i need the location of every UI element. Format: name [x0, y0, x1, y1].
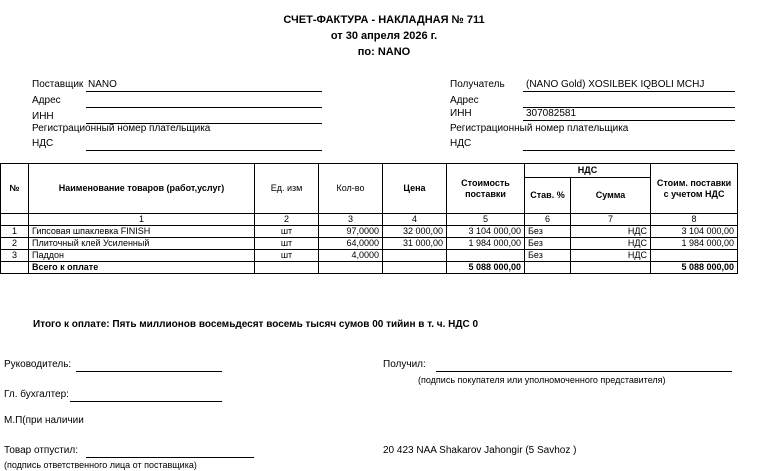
row-name: Плиточный клей Усиленный — [29, 238, 255, 250]
row-cost: 1 984 000,00 — [447, 238, 525, 250]
released-line — [86, 457, 254, 458]
header-price: Цена — [383, 164, 447, 214]
supplier-vat-label: НДС — [32, 138, 54, 149]
supplier-inn-label: ИНН — [32, 111, 54, 122]
supplier-label: Поставщик — [32, 79, 84, 90]
row-num: 3 — [1, 250, 29, 262]
recipient-inn-value: 307082581 — [526, 108, 577, 119]
row-vat-sum: НДС — [571, 238, 651, 250]
recipient-value: (NANO Gold) XOSILBEK IQBOLI MCHJ — [526, 79, 705, 90]
table-row — [1, 250, 738, 262]
document-basis: по: NANO — [357, 46, 411, 58]
row-vat-rate: Без — [525, 238, 571, 250]
recipient-line — [523, 91, 735, 92]
row-vat-rate: Без — [525, 250, 571, 262]
accountant-line — [70, 401, 222, 402]
recipient-inn-line — [523, 120, 735, 121]
col-number: 2 — [255, 214, 319, 226]
total-blank — [571, 262, 651, 274]
col-number: 8 — [651, 214, 738, 226]
driver-info: 20 423 NAA Shakarov Jahongir (5 Savhoz ) — [383, 445, 577, 456]
row-qty: 4,0000 — [319, 250, 383, 262]
total-blank — [319, 262, 383, 274]
total-blank — [1, 262, 29, 274]
header-cost: Стоимость поставки — [447, 164, 525, 214]
row-unit: шт — [255, 226, 319, 238]
amount-in-words: Итого к оплате: Пять миллионов восемьдесят восемь тысяч сумов 00 тийин в т. ч. НДС 0 — [33, 319, 479, 330]
total-label: Всего к оплате — [29, 262, 255, 274]
header-unit: Ед. изм — [255, 164, 319, 214]
supplier-vat-line — [86, 150, 322, 151]
header-num: № — [1, 164, 29, 214]
col-number: 6 — [525, 214, 571, 226]
header-vat: НДС — [525, 164, 651, 178]
header-name: Наименование товаров (работ,услуг) — [29, 164, 255, 214]
director-label: Руководитель: — [4, 359, 72, 370]
recipient-vat-line — [523, 150, 735, 151]
row-vat-rate: Без — [525, 226, 571, 238]
total-row — [1, 262, 738, 274]
col-number: 4 — [383, 214, 447, 226]
total-cost: 5 088 000,00 — [447, 262, 525, 274]
recipient-reg-label: Регистрационный номер плательщика — [450, 123, 629, 134]
header-vat-rate: Став. % — [525, 178, 571, 214]
row-price: 31 000,00 — [383, 238, 447, 250]
row-cost — [447, 250, 525, 262]
header-qty: Кол-во — [319, 164, 383, 214]
table-row — [1, 238, 738, 250]
row-qty: 97,0000 — [319, 226, 383, 238]
supplier-address-label: Адрес — [32, 95, 61, 106]
director-line — [76, 371, 222, 372]
row-unit: шт — [255, 238, 319, 250]
recipient-inn-label: ИНН — [450, 108, 472, 119]
row-name: Паддон — [29, 250, 255, 262]
row-price: 32 000,00 — [383, 226, 447, 238]
col-number: 3 — [319, 214, 383, 226]
header-total: Стоим. поставки с учетом НДС — [651, 164, 738, 214]
total-blank — [383, 262, 447, 274]
row-cost: 3 104 000,00 — [447, 226, 525, 238]
document-title: СЧЕТ-ФАКТУРА - НАКЛАДНАЯ № 711 — [283, 14, 485, 26]
supplier-line — [86, 91, 322, 92]
row-num: 2 — [1, 238, 29, 250]
accountant-label: Гл. бухгалтер: — [4, 389, 69, 400]
supplier-address-line — [86, 107, 322, 108]
total-blank — [525, 262, 571, 274]
row-unit: шт — [255, 250, 319, 262]
recipient-address-label: Адрес — [450, 95, 479, 106]
row-total: 3 104 000,00 — [651, 226, 738, 238]
supplier-value: NANO — [88, 79, 117, 90]
received-line — [436, 371, 732, 372]
received-label: Получил: — [383, 359, 426, 370]
released-label: Товар отпустил: — [4, 445, 78, 456]
row-total — [651, 250, 738, 262]
col-number: 7 — [571, 214, 651, 226]
received-note: (подпись покупателя или уполномоченного представителя) — [418, 375, 666, 385]
row-total: 1 984 000,00 — [651, 238, 738, 250]
row-qty: 64,0000 — [319, 238, 383, 250]
released-note: (подпись ответственного лица от поставщика) — [4, 460, 197, 470]
table-row — [1, 226, 738, 238]
row-name: Гипсовая шпаклевка FINISH — [29, 226, 255, 238]
col-number: 1 — [29, 214, 255, 226]
invoice-table — [0, 163, 738, 274]
col-number — [1, 214, 29, 226]
recipient-vat-label: НДС — [450, 138, 472, 149]
row-num: 1 — [1, 226, 29, 238]
document-date: от 30 апреля 2026 г. — [330, 30, 438, 42]
supplier-reg-label: Регистрационный номер плательщика — [32, 123, 211, 134]
total-sum: 5 088 000,00 — [651, 262, 738, 274]
row-vat-sum: НДС — [571, 226, 651, 238]
recipient-label: Получатель — [450, 79, 505, 90]
total-blank — [255, 262, 319, 274]
row-price — [383, 250, 447, 262]
col-number: 5 — [447, 214, 525, 226]
stamp-label: М.П(при наличии — [4, 415, 84, 426]
header-vat-sum: Сумма — [571, 178, 651, 214]
row-vat-sum: НДС — [571, 250, 651, 262]
